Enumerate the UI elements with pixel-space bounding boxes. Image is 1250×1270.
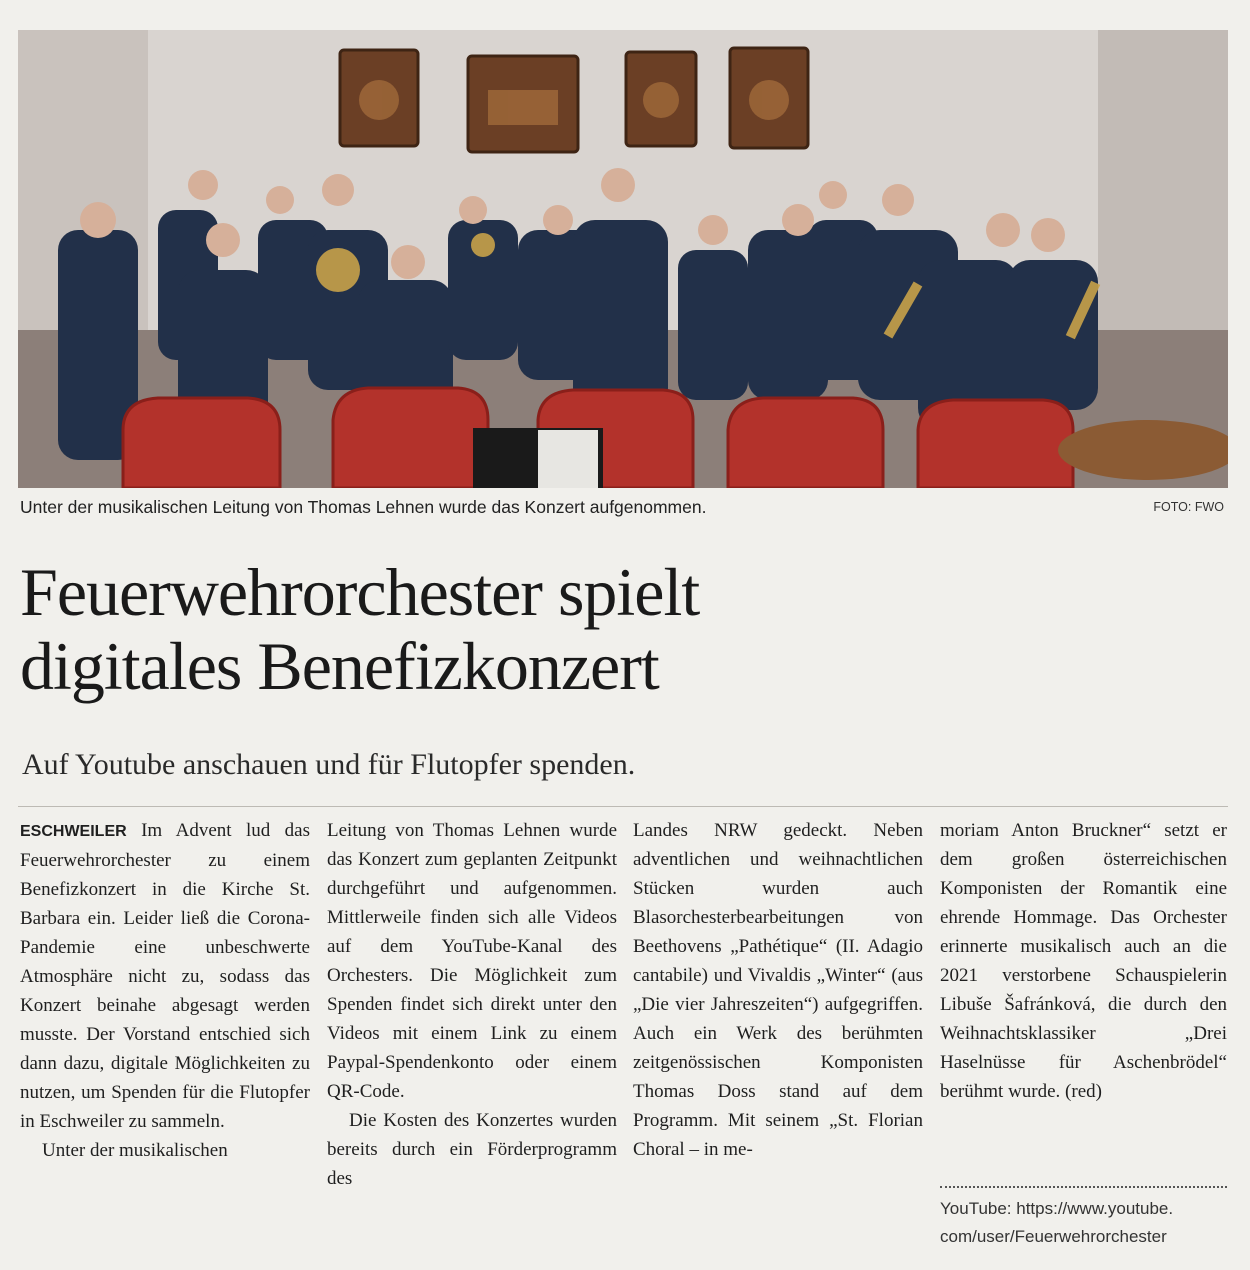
orchestra-photo-illustration bbox=[18, 30, 1228, 488]
dateline: ESCHWEILER bbox=[20, 823, 127, 840]
youtube-link bbox=[940, 1195, 1230, 1251]
youtube-label: YouTube: https://www.youtube. bbox=[940, 1199, 1174, 1218]
paragraph: Landes NRW gedeckt. Neben adventlichen und weihnachtlichen Stücken wurden auch Blasorchesterbearbeitungen von Beethovens „Pathétique“ (II. Adagio cantabile) und Vivaldis „Winter“ (aus „Die vier Jahreszeiten“) aufgegriffen. Auch ein Werk des berühmten zeitgenössischen Komponisten Thomas Doss stand auf dem Programm. Mit seinem „St. Florian Choral – in me- bbox=[633, 820, 923, 1160]
article-headline bbox=[20, 555, 1220, 703]
paragraph: moriam Anton Bruckner“ setzt er dem großen österreichischen Komponisten der Romantik eine ehrende Hommage. Das Orchester erinnerte musikalisch auch an die 2021 verstorbene Schauspielerin Libuše Šafránková, die durch den Weihnachtsklassiker „Drei Haselnüsse für Aschenbrödel“ berühmt wurde. (red) bbox=[940, 820, 1227, 1102]
article-column-1 bbox=[20, 816, 310, 1165]
article-column-3 bbox=[633, 816, 923, 1164]
orchestra-photo bbox=[18, 30, 1228, 488]
photo-credit: FOTO: FWO bbox=[1153, 500, 1224, 514]
paragraph-text: Im Advent lud das Feuerwehrorchester zu einem Benefizkonzert in die Kirche St. Barbara ein. Leider ließ die Corona-Pandemie eine unbeschwerte Atmosphäre nicht zu, sodass das Konzert beinahe abgesagt werden musste. Der Vorstand entschied sich dann dazu, digitale Möglichkeiten zu nutzen, um Spenden für die Flutopfer in Eschweiler zu sammeln. bbox=[20, 820, 310, 1132]
paragraph bbox=[20, 816, 310, 1136]
dotted-divider bbox=[940, 1186, 1227, 1188]
paragraph: Unter der musikalischen bbox=[42, 1140, 228, 1161]
paragraph: Die Kosten des Konzertes wurden bereits durch ein Förderprogramm des bbox=[327, 1110, 617, 1189]
paragraph: Leitung von Thomas Lehnen wurde das Konzert zum geplanten Zeitpunkt durchgeführt und aufgenommen. Mittlerweile finden sich alle Videos auf dem YouTube-Kanal des Orchesters. Die Möglichkeit zum Spenden findet sich direkt unter den Videos mit einem Link zu einem Paypal-Spendenkonto oder einem QR-Code. bbox=[327, 820, 617, 1102]
headline-line-2: digitales Benefizkonzert bbox=[20, 628, 659, 705]
youtube-url: com/user/Feuerwehrorchester bbox=[940, 1227, 1167, 1246]
photo-caption: Unter der musikalischen Leitung von Thomas Lehnen wurde das Konzert aufgenommen. bbox=[20, 497, 707, 517]
divider bbox=[18, 806, 1228, 807]
article-column-2 bbox=[327, 816, 617, 1193]
headline-line-1: Feuerwehrorchester spielt bbox=[20, 554, 700, 630]
article-subheadline: Auf Youtube anschauen und für Flutopfer spenden. bbox=[22, 748, 636, 781]
article-column-4 bbox=[940, 816, 1227, 1106]
